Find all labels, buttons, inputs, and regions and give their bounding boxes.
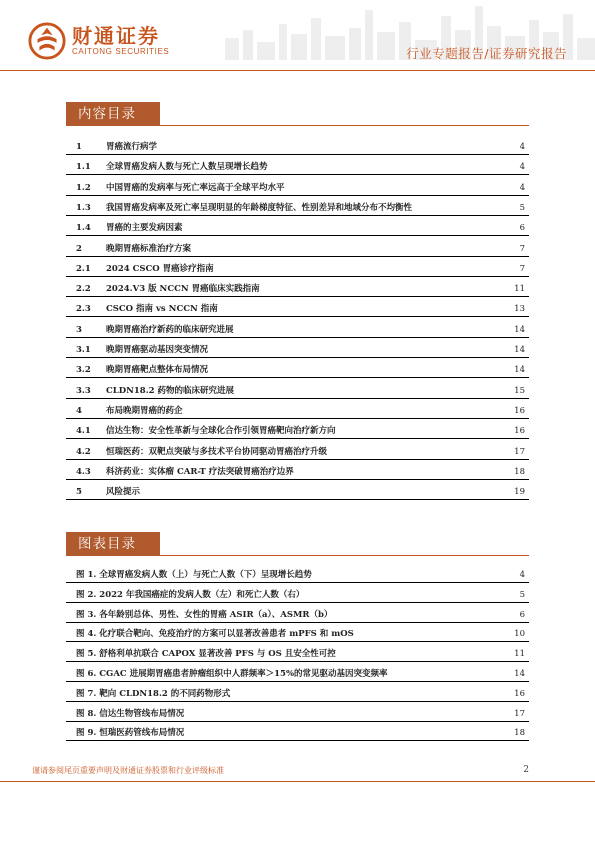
entry-page-number: 17	[514, 446, 525, 457]
entry-number: 2.1	[76, 263, 91, 274]
entry-title: 晚期胃癌治疗新药的临床研究进展	[106, 324, 234, 335]
entry-number: 1.2	[76, 182, 91, 193]
toc-entry[interactable]	[66, 160, 529, 175]
entry-title: 布局晚期胃癌的药企	[106, 405, 183, 416]
entry-page-number: 17	[514, 708, 525, 719]
entry-page-number: 14	[514, 365, 525, 376]
entry-title: 风险提示	[106, 487, 141, 498]
toc-section-header	[0, 102, 595, 134]
entry-page-number: 13	[514, 304, 525, 315]
entry-title: CSCO 指南 vs NCCN 指南	[106, 304, 218, 315]
entry-title: 科济药业：实体瘤 CAR-T 疗法突破胃癌治疗边界	[106, 466, 294, 477]
entry-number: 4.3	[76, 466, 91, 477]
company-logo	[28, 22, 169, 60]
entry-title: 图 9. 恒瑞医药管线布局情况	[76, 728, 185, 739]
entry-title: 晚期胃癌标准治疗方案	[106, 243, 192, 254]
entry-page-number: 5	[519, 202, 525, 213]
entry-title: 中国胃癌的发病率与死亡率远高于全球平均水平	[106, 182, 285, 193]
entry-page-number: 11	[514, 284, 525, 295]
entry-number: 3	[76, 324, 82, 335]
entry-number: 1.4	[76, 223, 91, 234]
toc-entry[interactable]	[66, 181, 529, 196]
figure-entry[interactable]	[66, 627, 529, 642]
entry-page-number: 19	[514, 487, 525, 498]
figure-list	[66, 568, 529, 748]
entry-page-number: 16	[514, 426, 525, 437]
entry-page-number: 7	[519, 243, 525, 254]
entry-title: 全球胃癌发病人数与死亡人数呈现增长趋势	[106, 162, 268, 173]
entry-page-number: 4	[519, 182, 525, 193]
toc-entry[interactable]	[66, 221, 529, 236]
entry-number: 4	[76, 405, 82, 416]
entry-number: 3.3	[76, 385, 91, 396]
toc-entry[interactable]	[66, 465, 529, 480]
entry-page-number: 6	[519, 223, 525, 234]
entry-number: 4.2	[76, 446, 91, 457]
table-of-contents	[66, 140, 529, 504]
page-number: 2	[523, 765, 529, 775]
entry-number: 1.3	[76, 202, 91, 213]
figure-entry[interactable]	[66, 667, 529, 682]
report-type-title: 行业专题报告/证券研究报告	[406, 46, 567, 61]
entry-title: 图 2. 2022 年我国癌症的发病人数（左）和死亡人数（右）	[76, 589, 305, 600]
entry-page-number: 4	[519, 162, 525, 173]
figure-entry[interactable]	[66, 707, 529, 722]
page-header	[0, 0, 595, 72]
entry-title: 我国胃癌发病率及死亡率呈现明显的年龄梯度特征、性别差异和地域分布不均衡性	[106, 202, 413, 213]
toc-entry[interactable]	[66, 363, 529, 378]
logo-english-name: CAITONG SECURITIES	[72, 47, 170, 56]
toc-entry[interactable]	[66, 485, 529, 500]
entry-page-number: 14	[514, 345, 525, 355]
entry-page-number: 14	[514, 669, 525, 679]
entry-title: 胃癌的主要发病因素	[106, 223, 183, 234]
entry-page-number: 18	[514, 466, 525, 477]
entry-title: 信达生物：安全性革新与全球化合作引领胃癌靶向治疗新方向	[106, 426, 336, 437]
figure-entry[interactable]	[66, 608, 529, 623]
caitong-logo-icon	[28, 22, 66, 60]
figures-section-header	[0, 532, 595, 564]
entry-title: 2024 CSCO 胃癌诊疗指南	[106, 263, 214, 274]
toc-entry[interactable]	[66, 282, 529, 297]
figure-entry[interactable]	[66, 726, 529, 741]
footer-disclaimer: 谨请参阅尾页重要声明及财通证券股票和行业评级标准	[32, 766, 224, 775]
entry-page-number: 11	[514, 649, 525, 660]
entry-page-number: 4	[519, 142, 525, 152]
entry-number: 2.2	[76, 284, 91, 295]
entry-page-number: 5	[519, 589, 525, 600]
entry-title: 图 4. 化疗联合靶向、免疫治疗的方案可以显著改善患者 mPFS 和 mOS	[76, 629, 354, 640]
entry-number: 3.2	[76, 365, 91, 376]
entry-title: 恒瑞医药：双靶点突破与多技术平台协同驱动胃癌治疗升级	[106, 446, 328, 457]
entry-page-number: 4	[519, 570, 525, 580]
toc-entry[interactable]	[66, 302, 529, 317]
toc-entry[interactable]	[66, 343, 529, 358]
figure-entry[interactable]	[66, 588, 529, 603]
toc-entry[interactable]	[66, 323, 529, 338]
toc-entry[interactable]	[66, 445, 529, 460]
entry-page-number: 14	[514, 324, 525, 335]
entry-page-number: 18	[514, 728, 525, 739]
entry-page-number: 15	[514, 385, 525, 396]
entry-title: 图 7. 靶向 CLDN18.2 的不同药物形式	[76, 688, 231, 699]
entry-title: 图 5. 舒格利单抗联合 CAPOX 显著改善 PFS 与 OS 且安全性可控	[76, 649, 336, 660]
entry-title: 2024.V3 版 NCCN 胃癌临床实践指南	[106, 284, 260, 295]
toc-heading: 内容目录	[66, 102, 160, 126]
toc-entry[interactable]	[66, 262, 529, 277]
entry-title: 胃癌流行病学	[106, 142, 158, 152]
entry-page-number: 10	[514, 629, 525, 640]
toc-entry[interactable]	[66, 201, 529, 216]
logo-chinese-name: 财通证券	[72, 24, 160, 48]
entry-page-number: 16	[514, 688, 525, 699]
figure-entry[interactable]	[66, 687, 529, 702]
toc-entry[interactable]	[66, 242, 529, 257]
entry-title: 晚期胃癌驱动基因突变情况	[106, 345, 209, 355]
entry-title: 图 6. CGAC 进展期胃癌患者肿瘤组织中人群频率＞15%的常见驱动基因突变频率	[76, 669, 388, 679]
entry-number: 1	[76, 142, 82, 152]
toc-entry[interactable]	[66, 140, 529, 155]
entry-title: 晚期胃癌靶点整体布局情况	[106, 365, 209, 376]
toc-entry[interactable]	[66, 384, 529, 399]
entry-number: 1.1	[76, 162, 91, 173]
entry-title: CLDN18.2 药物的临床研究进展	[106, 385, 235, 396]
entry-title: 图 1. 全球胃癌发病人数（上）与死亡人数（下）呈现增长趋势	[76, 570, 312, 580]
toc-entry[interactable]	[66, 424, 529, 439]
figures-heading: 图表目录	[66, 532, 160, 556]
entry-number: 4.1	[76, 426, 91, 437]
entry-page-number: 6	[519, 609, 525, 620]
header-divider	[0, 70, 595, 71]
figure-entry[interactable]	[66, 568, 529, 583]
figure-entry[interactable]	[66, 647, 529, 662]
entry-number: 2.3	[76, 304, 91, 315]
entry-title: 图 3. 各年龄别总体、男性、女性的胃癌 ASIR（a）、ASMR（b）	[76, 609, 333, 620]
entry-number: 2	[76, 243, 82, 254]
entry-title: 图 8. 信达生物管线布局情况	[76, 708, 185, 719]
entry-number: 5	[76, 487, 82, 498]
entry-page-number: 16	[514, 405, 525, 416]
toc-entry[interactable]	[66, 404, 529, 419]
footer-divider	[0, 781, 595, 782]
entry-number: 3.1	[76, 345, 91, 355]
entry-page-number: 7	[519, 263, 525, 274]
